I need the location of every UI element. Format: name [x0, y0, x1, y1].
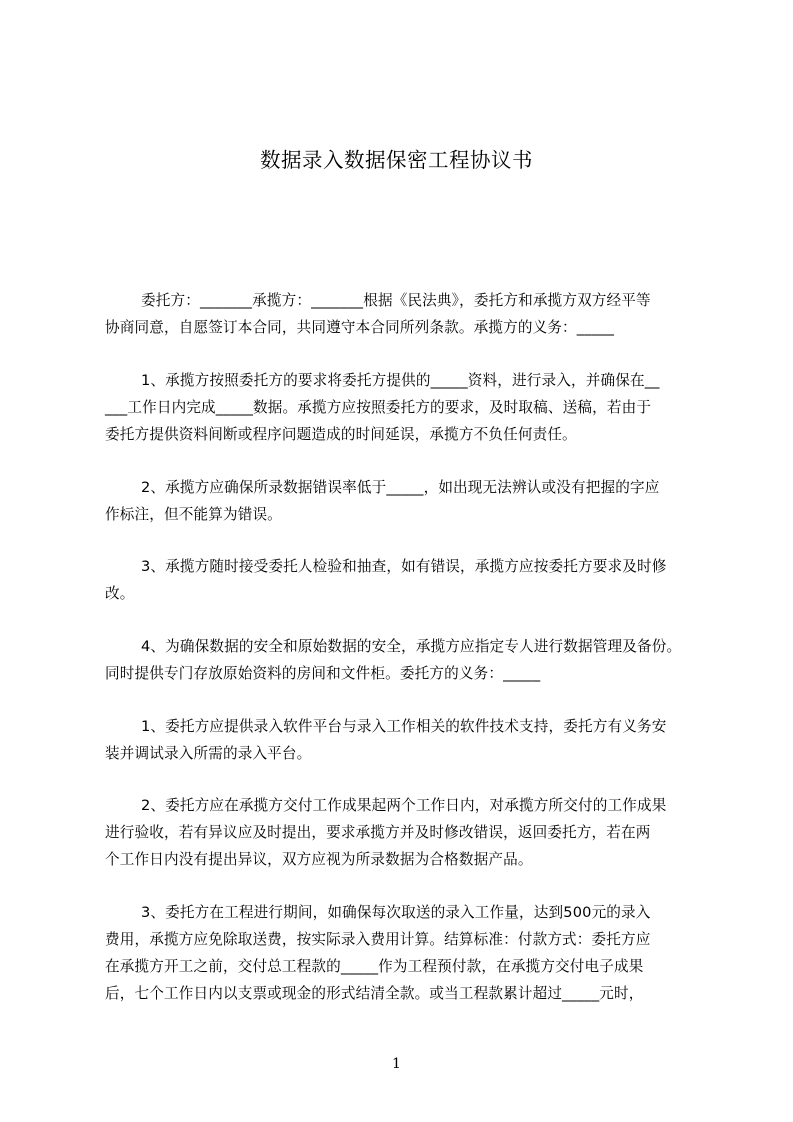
paragraph-line: 费用，承揽方应免除取送费，按实际录入费用计算。结算标准：付款方式：委托方应	[105, 931, 651, 948]
paragraph-line: 委托方提供资料间断或程序问题造成的时间延误，承揽方不负任何责任。	[105, 426, 577, 443]
paragraph-line: 1、委托方应提供录入软件平台与录入工作相关的软件技术支持，委托方有义务安	[141, 718, 667, 735]
document-title: 数据录入数据保密工程协议书	[260, 148, 533, 172]
paragraph-line: ___工作日内完成_____数据。承揽方应按照委托方的要求，及时取稿、送稿，若由于	[105, 399, 652, 416]
paragraph-line: 装并调试录入所需的录入平台。	[105, 745, 312, 762]
paragraph-line: 同时提供专门存放原始资料的房间和文件柜。委托方的义务：_____	[105, 665, 541, 682]
paragraph-line: 2、承揽方应确保所录数据错误率低于_____，如出现无法辨认或没有把握的字应	[141, 479, 660, 496]
paragraph-line: 4、为确保数据的安全和原始数据的安全，承揽方应指定专人进行数据管理及备份。	[141, 638, 682, 655]
paragraph-line: 协商同意，自愿签订本合同，共同遵守本合同所列条款。承揽方的义务：_____	[105, 319, 615, 336]
paragraph-line: 委托方：_______承揽方：_______根据《民法典》，委托方和承揽方双方经平等	[141, 292, 651, 309]
paragraph-line: 个工作日内没有提出异议，双方应视为所录数据为合格数据产品。	[105, 851, 533, 868]
paragraph-line: 3、委托方在工程进行期间，如确保每次取送的录入工作量，达到500元的录入	[141, 904, 651, 921]
paragraph-line: 3、承揽方随时接受委托人检验和抽查，如有错误，承揽方应按委托方要求及时修	[141, 558, 667, 575]
paragraph-line: 在承揽方开工之前，交付总工程款的_____作为工程预付款，在承揽方交付电子成果	[105, 958, 644, 975]
paragraph-line: 作标注，但不能算为错误。	[105, 506, 282, 523]
paragraph-line: 1、承揽方按照委托方的要求将委托方提供的_____资料，进行录入，并确保在__	[141, 372, 660, 389]
paragraph-line: 进行验收，若有异议应及时提出，要求承揽方并及时修改错误，返回委托方，若在两	[105, 824, 651, 841]
page-number: 1	[392, 1056, 401, 1072]
paragraph-line: 改。	[105, 585, 135, 602]
paragraph-line: 2、委托方应在承揽方交付工作成果起两个工作日内，对承揽方所交付的工作成果	[141, 797, 667, 814]
paragraph-line: 后，七个工作日内以支票或现金的形式结清全款。或当工程款累计超过_____元时，	[105, 985, 644, 1002]
